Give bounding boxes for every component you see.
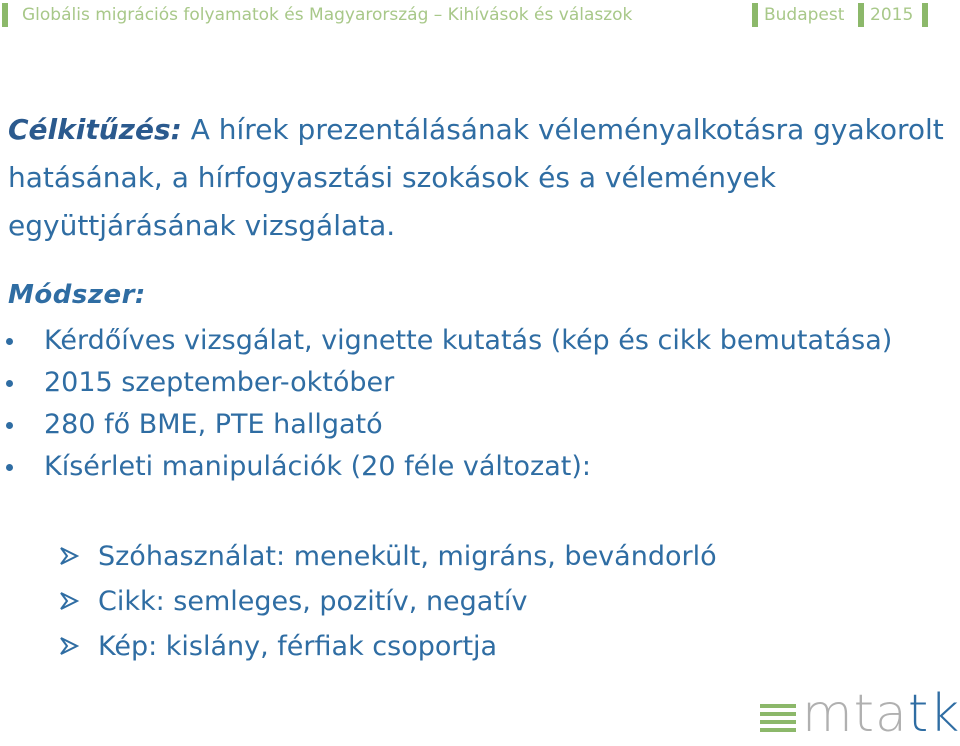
list-item: [58, 624, 717, 669]
objective-text: A hírek prezentálásának véleményalkotásra gyakorolt hatásának, a hírfogyasztási szokások és a vélemények együttjárásának vizsgálata.: [8, 113, 944, 242]
method-sub-bullet-list: [58, 534, 717, 669]
bullet-text: Kérdőíves vizsgálat, vignette kutatás (kép és cikk bemutatása): [44, 325, 893, 356]
header-divider: [922, 3, 928, 27]
bullet-dot-icon: [6, 338, 13, 345]
sub-bullet-text: Kép: kislány, férfiak csoportja: [98, 631, 498, 662]
logo-text-mta: mta: [802, 684, 908, 744]
method-bullet-list: [0, 320, 940, 488]
bullet-text: Kísérleti manipulációk (20 féle változat):: [44, 451, 591, 482]
header-divider: [858, 3, 864, 27]
list-item: [0, 404, 940, 446]
header-divider: [2, 3, 8, 27]
arrow-bullet-icon: [58, 545, 80, 567]
mtatk-logo: [760, 684, 960, 744]
list-item: [0, 320, 940, 362]
bullet-text: 280 fő BME, PTE hallgató: [44, 409, 383, 440]
logo-text-tk: tk: [907, 684, 960, 744]
bullet-dot-icon: [6, 380, 13, 387]
sub-bullet-text: Cikk: semleges, pozitív, negatív: [98, 586, 528, 617]
list-item: [58, 579, 717, 624]
sub-bullet-text: Szóhasználat: menekült, migráns, bevándorló: [98, 541, 717, 572]
list-item: [58, 534, 717, 579]
header-title: Globális migrációs folyamatok és Magyarország – Kihívások és válaszok: [22, 5, 633, 25]
header-bar: [0, 0, 960, 30]
method-title: Módszer:: [8, 280, 146, 310]
bullet-dot-icon: [6, 422, 13, 429]
logo-wordmark: [802, 684, 960, 744]
header-city: Budapest: [764, 5, 845, 25]
objective-label: Célkitűzés:: [8, 113, 182, 146]
bullet-dot-icon: [6, 464, 13, 471]
arrow-bullet-icon: [58, 635, 80, 657]
bullet-text: 2015 szeptember-október: [44, 367, 395, 398]
objective-paragraph: [8, 106, 948, 250]
list-item: [0, 362, 940, 404]
header-year: 2015: [870, 5, 914, 25]
arrow-bullet-icon: [58, 590, 80, 612]
header-divider: [752, 3, 758, 27]
list-item: [0, 446, 940, 488]
